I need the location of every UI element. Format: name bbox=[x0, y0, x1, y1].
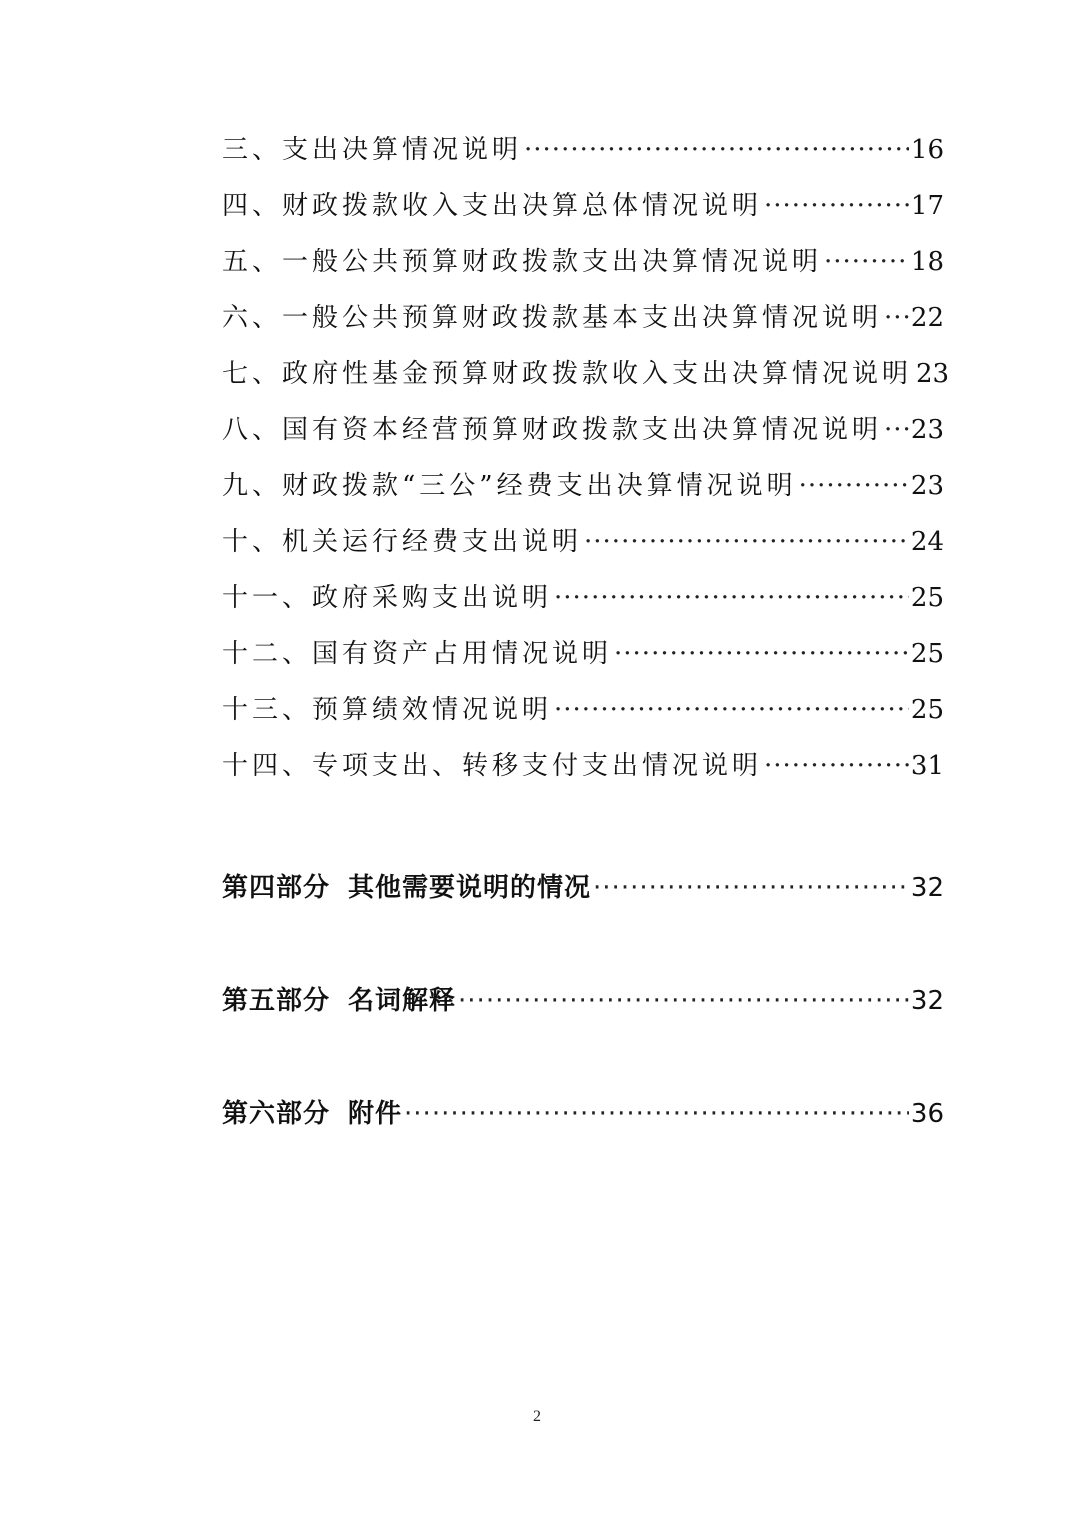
toc-entry[interactable] bbox=[222, 178, 944, 234]
toc-part-title: 其他需要说明的情况 bbox=[348, 873, 592, 903]
toc-leader-dots bbox=[584, 514, 909, 570]
toc-entry-page: 31 bbox=[910, 751, 944, 781]
toc-part-label: 第四部分 bbox=[222, 873, 331, 903]
toc-part-label: 第六部分 bbox=[222, 1099, 331, 1129]
toc-entry-page: 18 bbox=[910, 247, 944, 277]
toc-entry[interactable] bbox=[222, 738, 944, 794]
toc-entry-title: 十二、国有资产占用情况说明 bbox=[222, 639, 613, 669]
toc-entry-title: 十三、预算绩效情况说明 bbox=[222, 695, 553, 725]
toc-entry-title: 三、支出决算情况说明 bbox=[222, 135, 523, 165]
toc-entry-page: 23 bbox=[910, 471, 944, 501]
toc-entry-page: 22 bbox=[910, 303, 944, 333]
toc-entry-title: 五、一般公共预算财政拨款支出决算情况说明 bbox=[222, 247, 823, 277]
toc-part-entry[interactable] bbox=[222, 860, 944, 916]
toc-entry-page: 24 bbox=[910, 527, 944, 557]
toc-entry-title: 十四、专项支出、转移支付支出情况说明 bbox=[222, 751, 763, 781]
toc-entry-title: 十、机关运行经费支出说明 bbox=[222, 527, 583, 557]
toc-leader-dots bbox=[824, 234, 909, 290]
toc-entry[interactable] bbox=[222, 346, 950, 402]
toc-part-entry[interactable] bbox=[222, 973, 944, 1029]
toc-leader-dots bbox=[593, 860, 909, 916]
toc-leader-dots bbox=[799, 458, 909, 514]
toc-entry-page: 23 bbox=[916, 359, 950, 389]
toc-entry-title: 十一、政府采购支出说明 bbox=[222, 583, 553, 613]
toc-entry[interactable] bbox=[222, 458, 944, 514]
toc-leader-dots bbox=[614, 626, 909, 682]
toc-part-title: 附件 bbox=[348, 1099, 403, 1129]
toc-leader-dots bbox=[458, 973, 909, 1029]
toc-entry[interactable] bbox=[222, 290, 944, 346]
toc-leader-dots bbox=[884, 402, 909, 458]
page-number: 2 bbox=[533, 1408, 541, 1425]
toc-leader-dots bbox=[404, 1086, 909, 1142]
toc-entry-page: 25 bbox=[910, 583, 944, 613]
toc-part-list bbox=[222, 860, 944, 1142]
toc-leader-dots bbox=[884, 290, 909, 346]
toc-entry-title: 四、财政拨款收入支出决算总体情况说明 bbox=[222, 191, 763, 221]
toc-entry-page: 16 bbox=[910, 135, 944, 165]
toc-entry-page: 23 bbox=[910, 415, 944, 445]
toc-entry-title: 八、国有资本经营预算财政拨款支出决算情况说明 bbox=[222, 415, 883, 445]
toc-entry-page: 17 bbox=[910, 191, 944, 221]
toc-entry-page: 25 bbox=[910, 695, 944, 725]
toc-part-page: 36 bbox=[910, 1099, 944, 1129]
toc-entry[interactable] bbox=[222, 122, 944, 178]
toc-part-entry[interactable] bbox=[222, 1086, 944, 1142]
toc-entry[interactable] bbox=[222, 402, 944, 458]
toc-part-page: 32 bbox=[910, 986, 944, 1016]
toc-entry-page: 25 bbox=[910, 639, 944, 669]
toc-entry-title: 七、政府性基金预算财政拨款收入支出决算情况说明 bbox=[222, 359, 913, 389]
toc-entry[interactable] bbox=[222, 570, 944, 626]
toc-entry[interactable] bbox=[222, 234, 944, 290]
toc-leader-dots bbox=[554, 570, 909, 626]
toc-entry-title: 九、财政拨款“三公”经费支出决算情况说明 bbox=[222, 471, 797, 501]
toc-entry[interactable] bbox=[222, 682, 944, 738]
toc-leader-dots bbox=[524, 122, 909, 178]
toc-part-page: 32 bbox=[910, 873, 944, 903]
toc-leader-dots bbox=[764, 738, 909, 794]
toc-entry[interactable] bbox=[222, 626, 944, 682]
toc-leader-dots bbox=[764, 178, 909, 234]
toc-entry[interactable] bbox=[222, 514, 944, 570]
toc-part-label: 第五部分 bbox=[222, 986, 331, 1016]
toc-leader-dots bbox=[554, 682, 909, 738]
toc-part-title: 名词解释 bbox=[348, 986, 457, 1016]
toc-entry-title: 六、一般公共预算财政拨款基本支出决算情况说明 bbox=[222, 303, 883, 333]
table-of-contents bbox=[222, 122, 950, 794]
